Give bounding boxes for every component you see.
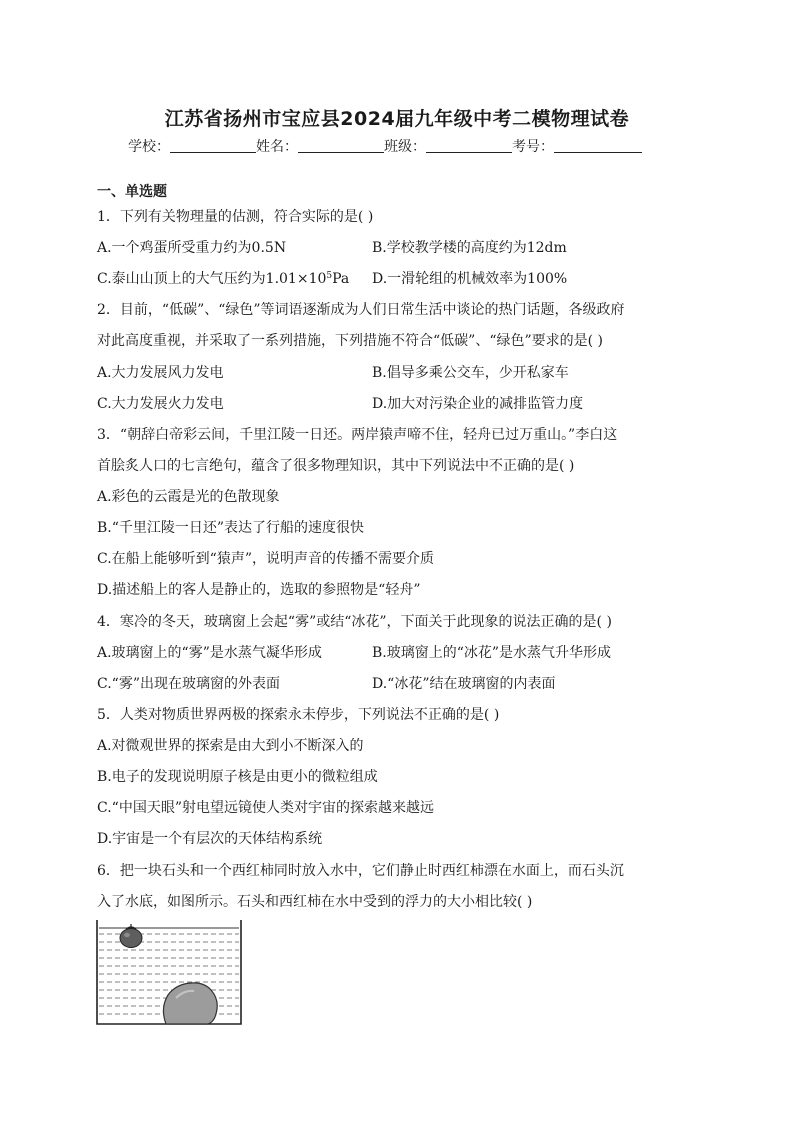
school-blank[interactable] xyxy=(170,138,256,153)
name-label: 姓名： xyxy=(256,139,298,155)
name-blank[interactable] xyxy=(298,138,384,153)
question-1-stem: 1．下列有关物理量的估测，符合实际的是( ) xyxy=(97,209,374,225)
page-title: 江苏省扬州市宝应县2024届九年级中考二模物理试卷 xyxy=(164,108,630,130)
section-title: 一、单选题 xyxy=(97,184,167,200)
question-4-option-b: B.玻璃窗上的“冰花”是水蒸气升华形成 xyxy=(372,645,612,661)
question-6-stem-line-1: 6．把一块石头和一个西红柿同时放入水中，它们静止时西红柿漂在水面上，而石头沉 xyxy=(97,863,624,879)
question-2-option-b: B.倡导多乘公交车，少开私家车 xyxy=(372,365,569,381)
question-5-option-b: B.电子的发现说明原子核是由更小的微粒组成 xyxy=(97,769,378,785)
question-3-option-c: C.在船上能够听到“猿声”，说明声音的传播不需要介质 xyxy=(97,551,434,567)
question-2-stem-line-1: 2．目前，“低碳”、“绿色”等词语逐渐成为人们日常生活中谈论的热门话题，各级政府 xyxy=(97,302,625,318)
question-3-option-d: D.描述船上的客人是静止的，选取的参照物是“轻舟” xyxy=(97,582,421,598)
question-4-option-a: A.玻璃窗上的“雾”是水蒸气凝华形成 xyxy=(97,645,322,661)
stone-icon xyxy=(163,983,217,1024)
school-label: 学校： xyxy=(128,139,170,155)
question-4-stem: 4．寒冷的冬天，玻璃窗上会起“雾”或结“冰花”，下面关于此现象的说法正确的是( ) xyxy=(97,614,612,630)
option-c-text: C.泰山山顶上的大气压约为1.01×10 xyxy=(97,271,327,287)
question-2-stem-line-2: 对此高度重视，并采取了一系列措施，下列措施不符合“低碳”、“绿色”要求的是( ) xyxy=(97,333,604,349)
class-blank[interactable] xyxy=(426,138,512,153)
question-3-option-a: A.彩色的云霞是光的色散现象 xyxy=(97,489,280,505)
question-1-option-b: B.学校教学楼的高度约为12dm xyxy=(372,240,567,256)
question-5-option-c: C.“中国天眼”射电望远镜使人类对宇宙的探索越来越远 xyxy=(97,800,434,816)
student-info-line xyxy=(128,136,642,156)
question-2-option-c: C.大力发展火力发电 xyxy=(97,396,224,412)
question-2-option-d: D.加大对污染企业的减排监管力度 xyxy=(372,396,584,412)
class-label: 班级： xyxy=(384,139,426,155)
question-3-stem-line-2: 首脍炙人口的七言绝句，蕴含了很多物理知识，其中下列说法中不正确的是( ) xyxy=(97,458,575,474)
question-2-option-a: A.大力发展风力发电 xyxy=(97,365,224,381)
question-4-option-d: D.“冰花”结在玻璃窗的内表面 xyxy=(372,676,556,692)
question-5-option-a: A.对微观世界的探索是由大到小不断深入的 xyxy=(97,738,364,754)
number-label: 考号： xyxy=(512,139,554,155)
number-blank[interactable] xyxy=(554,138,642,153)
question-1-option-c xyxy=(97,268,349,288)
question-3-option-b: B.“千里江陵一日还”表达了行船的速度很快 xyxy=(97,520,365,536)
question-3-stem-line-1: 3．“朝辞白帝彩云间，千里江陵一日还。两岸猿声啼不住，轻舟已过万重山。”李白这 xyxy=(97,427,618,443)
question-4-option-c: C.“雾”出现在玻璃窗的外表面 xyxy=(97,676,280,692)
option-c-exponent: 5 xyxy=(326,271,333,281)
question-5-option-d: D.宇宙是一个有层次的天体结构系统 xyxy=(97,831,323,847)
beaker-figure xyxy=(96,918,242,1026)
question-5-stem: 5．人类对物质世界两极的探索永未停步，下列说法不正确的是( ) xyxy=(97,707,500,723)
option-c-unit: Pa xyxy=(332,271,350,287)
question-1-option-a: A.一个鸡蛋所受重力约为0.5N xyxy=(97,240,287,256)
question-1-option-d: D.一滑轮组的机械效率为100% xyxy=(372,271,568,287)
question-6-stem-line-2: 入了水底，如图所示。石头和西红柿在水中受到的浮力的大小相比较( ) xyxy=(97,894,533,910)
